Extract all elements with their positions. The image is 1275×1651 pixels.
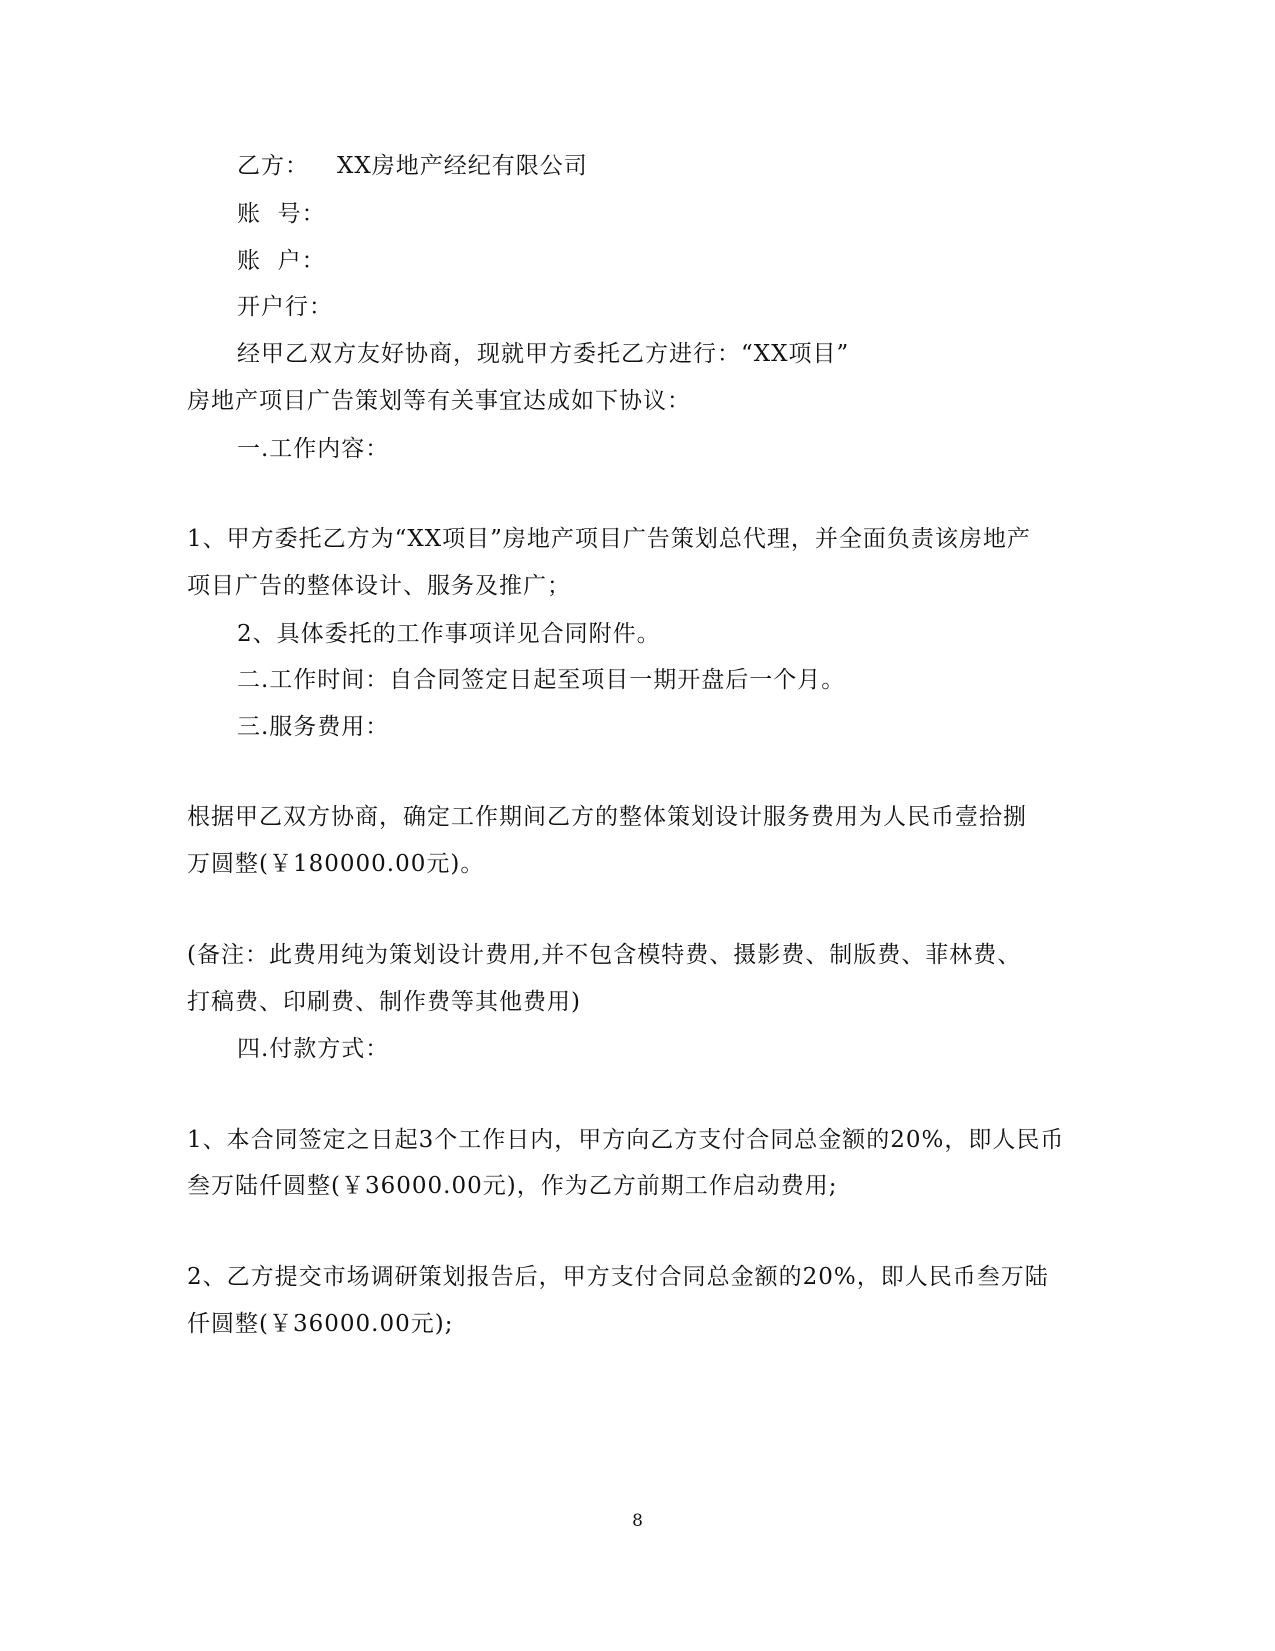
fee-line-2: 万圆整(￥180000.00元)。 bbox=[187, 851, 485, 877]
section-1-heading: 一.工作内容： bbox=[237, 436, 390, 462]
payment-item-2-line-2: 仟圆整(￥36000.00元); bbox=[187, 1311, 454, 1337]
section-1-item-1-line-1: 1、甲方委托乙方为“XX项目”房地产项目广告策划总代理，并全面负责该房地产 bbox=[187, 526, 1031, 552]
section-4-heading: 四.付款方式： bbox=[237, 1036, 390, 1062]
intro-line-1: 经甲乙双方友好协商，现就甲方委托乙方进行：“XX项目” bbox=[237, 341, 850, 367]
page-number: 8 bbox=[632, 1511, 643, 1531]
party-b-label: 乙方： bbox=[237, 153, 309, 179]
section-3-heading: 三.服务费用： bbox=[237, 714, 390, 740]
section-2-text: 二.工作时间：自合同签定日起至项目一期开盘后一个月。 bbox=[237, 667, 846, 693]
account-name-label: 账 户： bbox=[237, 248, 326, 274]
section-1-item-2: 2、具体委托的工作事项详见合同附件。 bbox=[237, 621, 661, 647]
section-1-item-1-line-2: 项目广告的整体设计、服务及推广； bbox=[187, 573, 571, 599]
party-b-line bbox=[237, 151, 588, 181]
fee-note-line-1: (备注：此费用纯为策划设计费用,并不包含模特费、摄影费、制版费、菲林费、 bbox=[187, 942, 1022, 968]
fee-note-line-2: 打稿费、印刷费、制作费等其他费用) bbox=[187, 989, 581, 1015]
payment-item-1-line-1: 1、本合同签定之日起3个工作日内，甲方向乙方支付合同总金额的20%，即人民币 bbox=[187, 1127, 1065, 1153]
account-number-label: 账 号： bbox=[237, 201, 326, 227]
intro-line-2: 房地产项目广告策划等有关事宜达成如下协议： bbox=[187, 388, 691, 414]
party-b-name: XX房地产经纪有限公司 bbox=[337, 153, 588, 179]
payment-item-2-line-1: 2、乙方提交市场调研策划报告后，甲方支付合同总金额的20%，即人民币叁万陆 bbox=[187, 1264, 1049, 1290]
bank-label: 开户行： bbox=[237, 294, 333, 320]
fee-line-1: 根据甲乙双方协商，确定工作期间乙方的整体策划设计服务费用为人民币壹拾捌 bbox=[187, 804, 1027, 830]
payment-item-1-line-2: 叁万陆仟圆整(￥36000.00元)，作为乙方前期工作启动费用; bbox=[187, 1173, 838, 1199]
